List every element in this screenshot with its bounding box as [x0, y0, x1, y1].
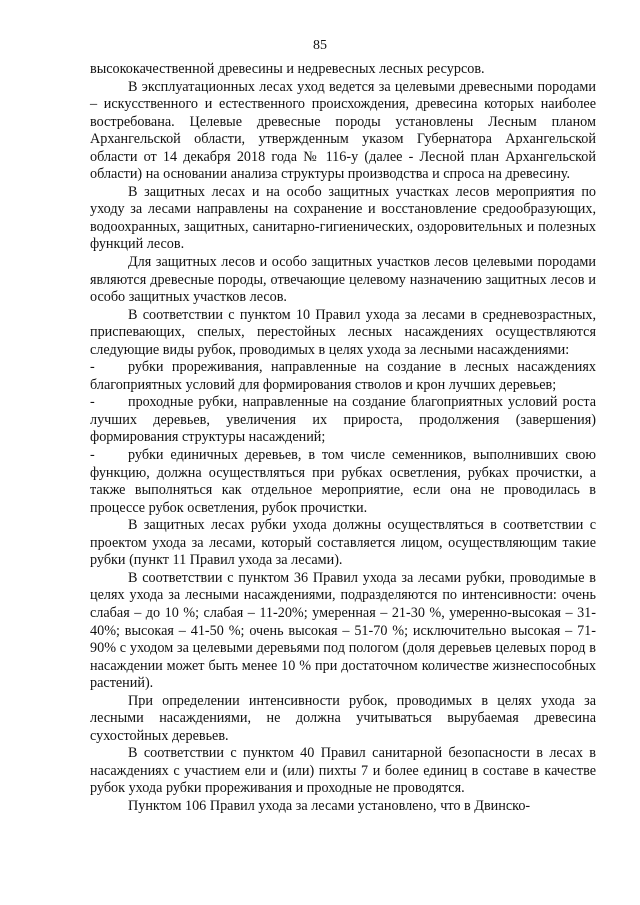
list-item: [90, 394, 596, 447]
paragraph: В соответствии с пунктом 10 Правил ухода за лесами в средневозрастных, приспевающих, спелых, перестойных лесных насаждениях осуществляются следующие виды рубок, проводимых в целях ухода за лесными насаждениями:: [90, 306, 596, 358]
page-number: 85: [313, 38, 327, 53]
paragraph: В эксплуатационных лесах уход ведется за целевыми древесными породами – искусственного и естественного происхождения, древесина которых наиболее востребована. Целевые древесные породы установлены Лесным планом Архангельской области, утвержденным указом Губернатора Архангельской области от 14 декабря 2018 года № 116-у (далее - Лесной план Архангельской области) на основании анализа структуры производства и спроса на древесину.: [90, 78, 596, 183]
list-item-text: проходные рубки, направленные на создание благоприятных условий роста лучших деревьев, увеличения их прироста, продолжения (завершения) формирования структуры насаждений;: [90, 394, 596, 446]
paragraph: В защитных лесах рубки ухода должны осуществляться в соответствии с проектом ухода за лесами, который составляется лицом, осуществляющим такие рубки (пункт 11 Правил ухода за лесами).: [90, 517, 596, 569]
list-item: [90, 359, 596, 394]
paragraph: высококачественной древесины и недревесных лесных ресурсов.: [90, 61, 485, 77]
document-body: [90, 61, 596, 816]
paragraph: При определении интенсивности рубок, проводимых в целях ухода за лесными насаждениями, не должна учитываться вырубаемая древесина сухостойных деревьев.: [90, 692, 596, 744]
list-marker: -: [90, 359, 95, 376]
paragraph: Для защитных лесов и особо защитных участков лесов целевыми породами являются древесные породы, отвечающие целевому назначению защитных лесов и особо защитных участков лесов.: [90, 254, 596, 306]
list-marker: -: [90, 394, 95, 411]
paragraph: В соответствии с пунктом 36 Правил ухода за лесами рубки, проводимые в целях ухода за лесными насаждениями, подразделяются по интенсивности: очень слабая – до 10 %; слабая – 11-20%; умеренная – 21-30 %, умеренно-высокая – 31-40%; высокая – 41-50 %; очень высокая – 51-70 %; исключительно высокая – 71-90% с уходом за целевыми деревьями под пологом (доля деревьев целевых пород в насаждении может быть менее 10 % при достаточном количестве жизнеспособных растений).: [90, 569, 596, 692]
paragraph: В защитных лесах и на особо защитных участках лесов мероприятия по уходу за лесами направлены на сохранение и восстановление средообразующих, водоохранных, защитных, санитарно-гигиенических, оздоровительных и полезных функций лесов.: [90, 183, 596, 253]
list-marker: -: [90, 447, 95, 464]
paragraph: В соответствии с пунктом 40 Правил санитарной безопасности в лесах в насаждениях с участием ели и (или) пихты 7 и более единиц в составе в качестве рубок ухода рубки прореживания и проходные не проводятся.: [90, 745, 596, 797]
list-item: [90, 447, 596, 517]
list-item-text: рубки единичных деревьев, в том числе семенников, выполнивших свою функцию, должна осуществляться при рубках осветления, рубках прочистки, а также выполняться как отдельное мероприятие, если она не проводилась в процессе рубок осветления, рубок прочистки.: [90, 447, 596, 516]
list-item-text: рубки прореживания, направленные на создание в лесных насаждениях благоприятных условий для формирования стволов и крон лучших деревьев;: [90, 359, 596, 393]
paragraph: Пунктом 106 Правил ухода за лесами установлено, что в Двинско-: [128, 797, 531, 814]
